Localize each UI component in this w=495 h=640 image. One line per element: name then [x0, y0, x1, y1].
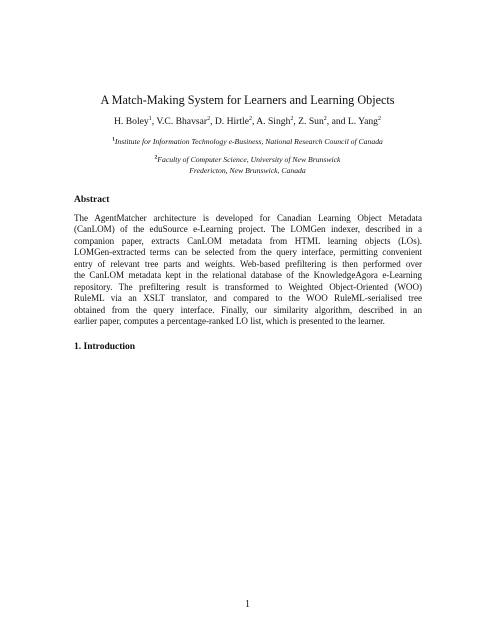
affiliation-line: [0, 155, 495, 166]
paper-title: A Match-Making System for Learners and Learning Objects: [100, 93, 395, 107]
affiliation-2: [0, 155, 495, 176]
author-affiliation-marker: 2: [323, 115, 327, 122]
abstract-line: (CanLOM) of the eduSource e-Learning project. The LOMGen indexer, described in a: [74, 224, 422, 235]
abstract-line: repository. The prefiltering result is transformed to Weighted Object-Oriented (WOO): [74, 281, 422, 292]
abstract-body: [74, 213, 422, 327]
author-separator: ,: [293, 116, 299, 127]
author-entry: [256, 116, 298, 127]
author-name: D. Hirtle: [214, 116, 249, 127]
affiliation-text: Institute for Information Technology e-Business, National Research Council of Canada: [114, 137, 383, 146]
author-name: V.C. Bhavsar: [156, 116, 208, 127]
author-separator: ,: [251, 116, 257, 127]
author-name: L. Yang: [347, 116, 378, 127]
abstract-line: LOMGen-extracted terms can be selected from the query interface, permitting convenient: [74, 247, 422, 258]
author-entry: [298, 116, 348, 127]
author-entry: [156, 116, 215, 127]
page-number: 1: [245, 599, 250, 610]
affiliation-text: Faculty of Computer Science, University of New Brunswick: [157, 155, 341, 164]
author-name: H. Boley: [114, 116, 149, 127]
author-separator: ,: [210, 116, 215, 127]
author-list: [0, 116, 495, 128]
author-name: Z. Sun: [298, 116, 324, 127]
author-separator: ,: [151, 116, 157, 127]
abstract-heading: Abstract: [74, 195, 110, 205]
author-entry: [114, 116, 156, 127]
author-affiliation-marker: 1: [148, 115, 152, 122]
author-separator: , and: [326, 116, 348, 127]
abstract-line: companion paper, extracts CanLOM metadata from HTML learning objects (LOs).: [74, 235, 422, 246]
abstract-line: The AgentMatcher architecture is developed for Canadian Learning Object Metadata: [74, 213, 422, 223]
affiliation-marker: 2: [154, 154, 158, 161]
author-entry: [348, 116, 381, 127]
affiliation-marker: 1: [112, 136, 115, 143]
author-name: A. Singh: [256, 116, 291, 127]
abstract-line: earlier paper, computes a percentage-ranked LO list, which is presented to the learner.: [74, 315, 385, 326]
affiliation-line: Fredericton, New Brunswick, Canada: [189, 165, 306, 175]
section-heading: 1. Introduction: [74, 342, 136, 352]
abstract-line: the CanLOM metadata kept in the relational database of the KnowledgeAgora e-Learning: [74, 270, 422, 281]
author-affiliation-marker: 2: [207, 115, 211, 122]
abstract-line: entry of relevant tree parts and weights. Web-based prefiltering is then performed over: [74, 258, 422, 269]
author-affiliation-marker: 2: [248, 115, 252, 122]
affiliation-1: [0, 137, 495, 147]
author-affiliation-marker: 2: [290, 115, 294, 122]
author-entry: [215, 116, 256, 127]
abstract-line: RuleML via an XSLT translator, and compared to the WOO RuleML-serialised tree: [74, 293, 422, 304]
abstract-line: obtained from the query interface. Finally, our similarity algorithm, described in an: [74, 304, 422, 315]
author-affiliation-marker: 2: [377, 115, 381, 122]
